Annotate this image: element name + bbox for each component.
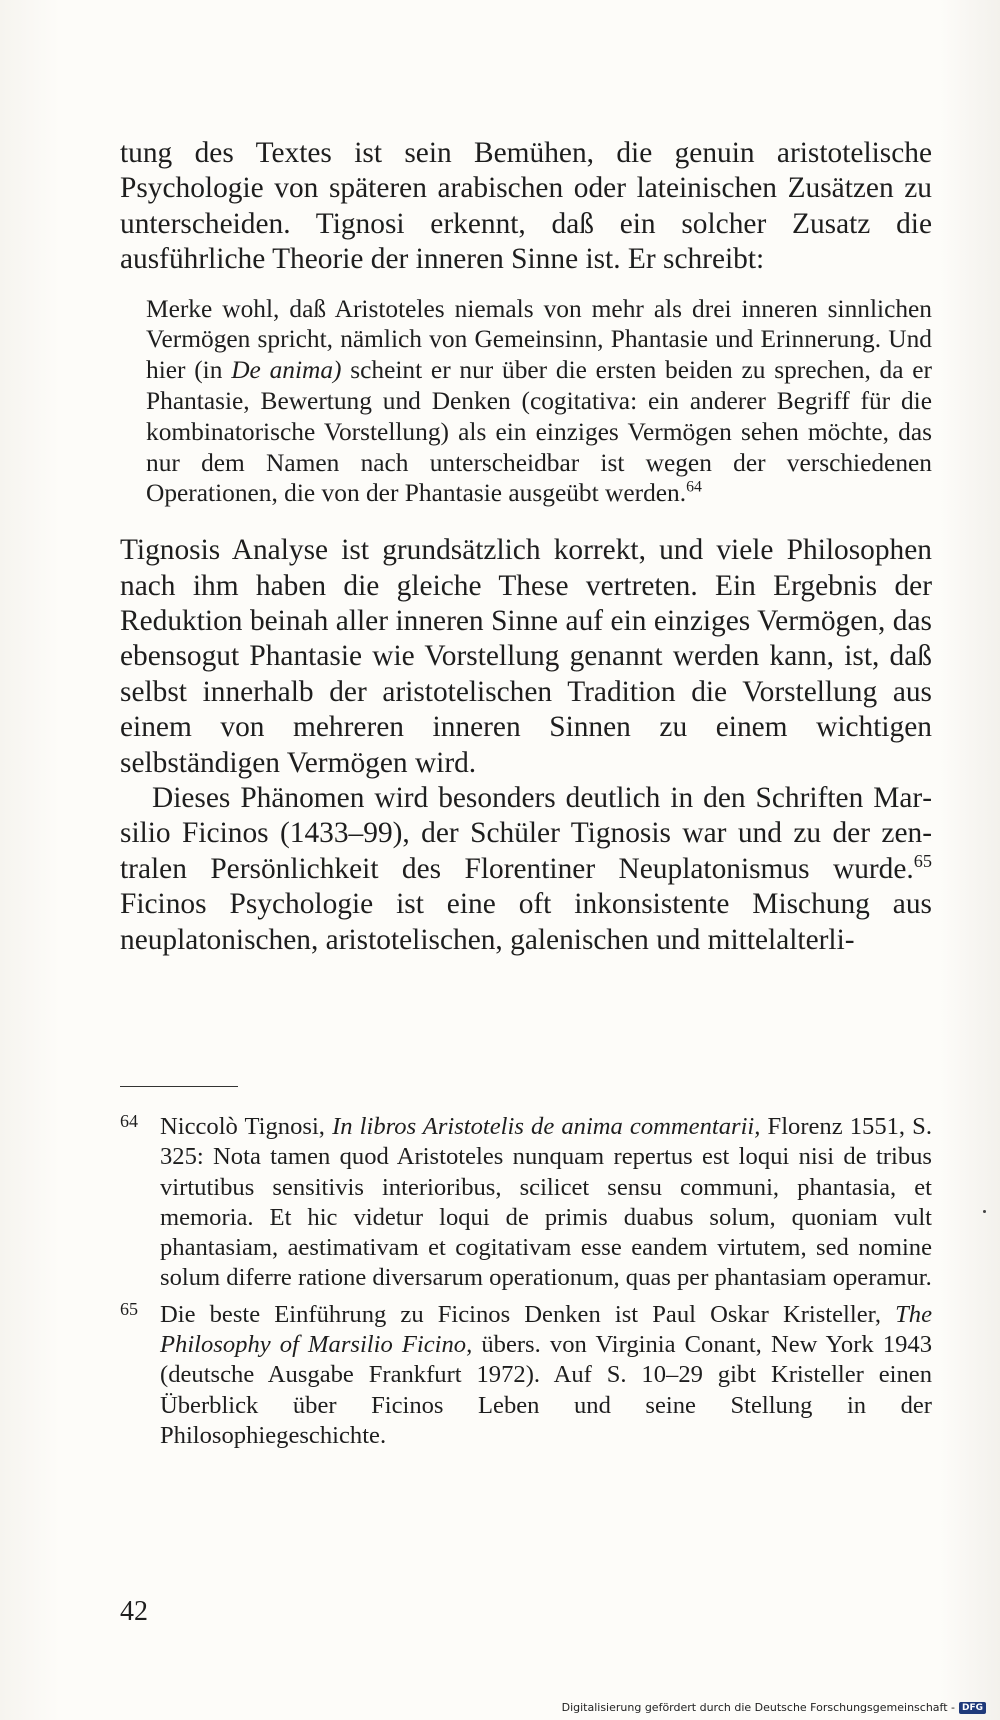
page-number: 42	[120, 1596, 148, 1627]
footnote-work-title: In libros Aristotelis de anima commentarii,	[332, 1113, 761, 1140]
footnote-work-title: The Philosophy of Marsilio Ficino,	[160, 1300, 932, 1359]
footnote-text-pre: Die beste Einführung zu Ficinos Denken ist Paul Oskar Kristeller,	[160, 1300, 896, 1328]
footnote-64	[120, 1112, 932, 1294]
quote-text-a: Merke wohl, daß Aristoteles niemals von mehr als drei inneren sinnlichen Vermögen spricht, nämlich von Gemeinsinn, Phantasie und Erinnerung. Und hier (in	[146, 294, 932, 385]
footnote-separator	[120, 1086, 238, 1087]
paragraph-3-text-a: Dieses Phänomen wird besonders deutlich in den Schriften Marsilio Ficinos (1433–99), der Schüler Tignosis war und zu der zentralen Persönlichkeit des Florentiner Neuplatonismus wurde.	[120, 782, 932, 885]
footnote-text-post: Florenz 1551, S. 325: Nota tamen quod Aristoteles nunquam repertus est loqui nisi de tribus virtutibus sensitivis interioribus, scilicet sensu communi, phantasia, et memoria. Et hic videtur loqui de primis duabus solum, quoniam vult phantasiam, aestimativam et cogitativam esse eandem virtutem, sed nomine solum diferre ratione diversarum operationum, quas per phantasiam operamur.	[160, 1113, 933, 1292]
digitization-footer	[562, 1701, 986, 1714]
footer-text: Digitalisierung gefördert durch die Deutsche Forschungsgemeinschaft -	[561, 1701, 955, 1714]
footnote-number: 64	[120, 1111, 138, 1131]
paragraph-1: tung des Textes ist sein Bemühen, die genuin aristotelische Psychologie von späteren arabischen oder lateinischen Zusätzen zu unterscheiden. Tignosi erkennt, daß ein solcher Zusatz die ausführliche Theorie der inneren Sinne ist. Er schreibt:	[120, 137, 932, 276]
footnote-text-post: übers. von Virginia Conant, New York 1943 (deutsche Ausgabe Frankfurt 1972). Auf S. 10–29 gibt Kristeller einen Überblick über Ficinos Leben und seine Stellung in der Philosophiegeschichte.	[160, 1331, 932, 1449]
dfg-logo: DFG	[959, 1702, 986, 1714]
quote-work-title: De anima)	[231, 356, 342, 385]
footnote-65	[120, 1300, 932, 1451]
footnote-ref-65[interactable]: 65	[913, 851, 932, 872]
paragraph-3	[120, 781, 932, 958]
footnote-text-pre: Niccolò Tignosi,	[160, 1113, 333, 1140]
footnote-ref-64[interactable]: 64	[686, 478, 702, 496]
paragraph-3-text-b: Ficinos Psychologie ist eine oft inkonsistente Mischung aus neuplatonischen, aristotelischen, galenischen und mittelalterli-	[120, 888, 932, 956]
scan-speck	[983, 1210, 986, 1213]
quote-text-b: scheint er nur über die ersten beiden zu sprechen, da er Phantasie, Bewertung und Denken (cogitativa: ein anderer Begriff für die kombinatorische Vorstellung) als ein einziges Vermögen sehen möchte, das nur dem Namen nach unterscheidbar ist wegen der verschiedenen Operationen, die von der Phantasie ausgeübt werden.	[146, 356, 932, 508]
block-quote	[146, 294, 932, 510]
main-text	[120, 136, 932, 958]
footnotes	[120, 1112, 932, 1457]
footnote-number: 65	[120, 1298, 138, 1319]
paragraph-2: Tignosis Analyse ist grundsätzlich korrekt, und viele Philosophen nach ihm haben die gleiche These vertreten. Ein Ergebnis der Reduktion beinah aller inneren Sinne auf ein einziges Vermögen, das ebensogut Phantasie wie Vorstellung genannt werden kann, ist, daß selbst innerhalb der aristotelischen Tradition die Vorstellung aus einem von mehreren inneren Sinnen zu einem wichtigen selbständigen Vermögen wird.	[120, 534, 932, 779]
